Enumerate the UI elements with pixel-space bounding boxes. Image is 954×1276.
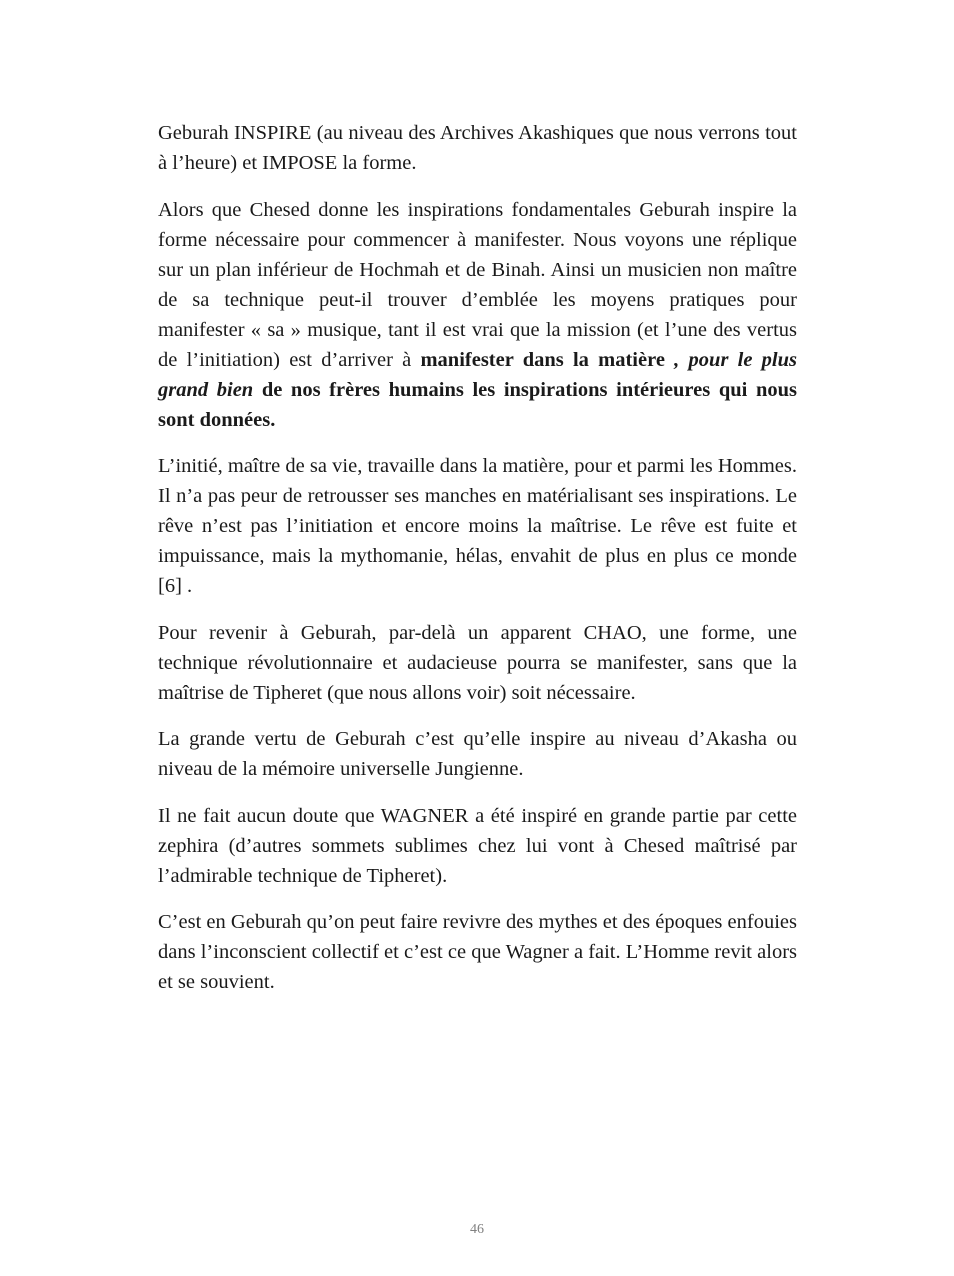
paragraph-6: Il ne fait aucun doute que WAGNER a été inspiré en grande partie par cette zephira (d’autres sommets sublimes chez lui vont à Chesed maîtrisé par l’admirable technique de Tipheret). bbox=[158, 804, 797, 887]
paragraph-2 bbox=[158, 195, 797, 435]
paragraph-5: La grande vertu de Geburah c’est qu’elle inspire au niveau d’Akasha ou niveau de la mémoire universelle Jungienne. bbox=[158, 728, 797, 780]
body-text bbox=[158, 118, 797, 1014]
paragraph-7: C’est en Geburah qu’on peut faire revivre des mythes et des époques enfouies dans l’inconscient collectif et c’est ce que Wagner a fait. L’Homme revit alors et se souvient. bbox=[158, 911, 797, 993]
page-number: 46 bbox=[470, 1222, 484, 1237]
paragraph-4: Pour revenir à Geburah, par-delà un apparent CHAO, une forme, une technique révolutionnaire et audacieuse pourra se manifester, sans que la maîtrise de Tipheret (que nous allons voir) soit nécessaire. bbox=[158, 621, 797, 704]
paragraph-3: L’initié, maître de sa vie, travaille dans la matière, pour et parmi les Hommes. Il n’a pas peur de retrousser ses manches en matérialisant ses inspirations. Le rêve n’est pas l’initiation et encore moins la maîtrise. Le rêve est fuite et impuissance, mais la mythomanie, hélas, envahit de plus en plus ce monde [6] . bbox=[158, 455, 797, 597]
emphasis-bold: manifester dans la matière bbox=[420, 348, 665, 371]
paragraph-1: Geburah INSPIRE (au niveau des Archives Akashiques que nous verrons tout à l’heure) et IMPOSE la forme. bbox=[158, 122, 797, 174]
paragraph-2-text: Alors que Chesed donne les inspirations fondamentales Geburah inspire la forme nécessaire pour commencer à manifester. Nous voyons une réplique sur un plan inférieur de Hochmah et de Binah. Ainsi un musicien non maître de sa technique peut-il trouver d’emblée les moyens pratiques pour manifester « sa » musique, tant il est vrai que la mission (et l’une des vertus de l’initiation) est d’arriver à bbox=[158, 198, 797, 371]
emphasis-italic: , pour le plus grand bien bbox=[158, 348, 798, 401]
emphasis-bold-end: de nos frères humains les inspirations intérieures qui nous sont données. bbox=[158, 378, 797, 431]
